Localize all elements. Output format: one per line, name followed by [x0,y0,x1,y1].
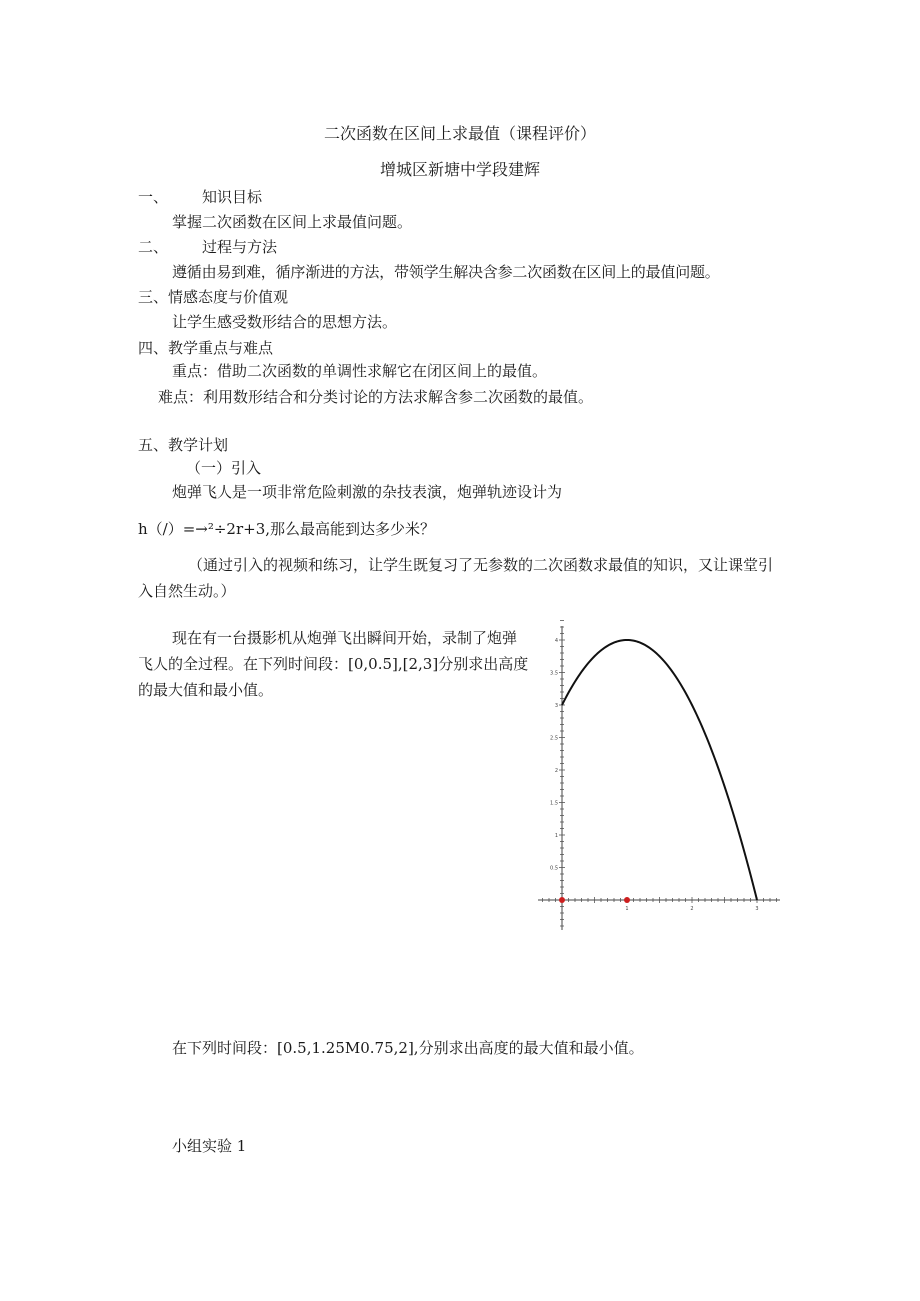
section-2-body: 遵循由易到难，循序渐进的方法，带领学生解决含参二次函数在区间上的最值问题。 [172,263,720,281]
section-4-heading: 四、教学重点与难点 [138,339,274,357]
x-tick-label: 2 [690,906,694,912]
problem-1-text: 现在有一台摄影机从炮弹飞出瞬间开始，录制了炮弹飞人的全过程。在下列时间段：[0,0.5],[2,3]分别求出高度的最大值和最小值。 [138,629,529,699]
highlight-point [624,897,630,903]
problem-2-text: 在下列时间段：[0.5,1.25M0.75,2],分别求出高度的最大值和最小值。 [172,1039,644,1057]
intro-text-line-1: 炮弹飞人是一项非常危险刺激的杂技表演，炮弹轨迹设计为 [172,483,563,501]
intro-text-line-2: h（/）=→²÷2r+3,那么最高能到达多少米？ [138,520,436,538]
section-1-body: 掌握二次函数在区间上求最值问题。 [172,213,413,231]
section-3-body: 让学生感受数形结合的思想方法。 [172,313,398,331]
y-tick-label: 1 [554,833,558,839]
y-tick-label: 0.5 [550,865,558,872]
chart-ticks [543,620,777,926]
group-experiment-label: 小组实验 1 [172,1137,247,1155]
parabola-curve [562,640,757,900]
y-tick-label: 4 [554,638,558,644]
section-5-subheading: （一）引入 [186,459,262,477]
x-tick-label: 1 [625,906,629,912]
y-tick-label: 2 [554,768,558,774]
difficulty-point: 难点：利用数形结合和分类讨论的方法求解含参二次函数的最值。 [158,388,594,406]
key-point: 重点：借助二次函数的单调性求解它在闭区间上的最值。 [172,362,548,380]
parabola-chart [530,620,790,935]
y-tick-label: 2.5 [550,735,558,742]
section-5-heading: 五、教学计划 [138,436,229,454]
highlight-point [559,897,565,903]
y-tick-label: 1.5 [550,800,558,807]
section-3-heading: 三、情感态度与价值观 [138,288,289,306]
section-2-heading: 过程与方法 [202,238,278,256]
teaching-note: （通过引入的视频和练习，让学生既复习了无参数的二次函数求最值的知识，又让课堂引入自然生动。） [138,556,774,600]
x-tick-label: 3 [755,906,759,912]
section-1-number: 一、 [138,188,169,206]
y-tick-label: 3 [554,703,558,709]
y-tick-label: 3.5 [550,670,558,677]
chart-axes [538,626,780,930]
document-author: 增城区新塘中学段建辉 [379,160,540,179]
document-title: 二次函数在区间上求最值（课程评价） [323,124,596,143]
section-2-number: 二、 [138,238,169,256]
section-1-heading: 知识目标 [202,188,263,206]
